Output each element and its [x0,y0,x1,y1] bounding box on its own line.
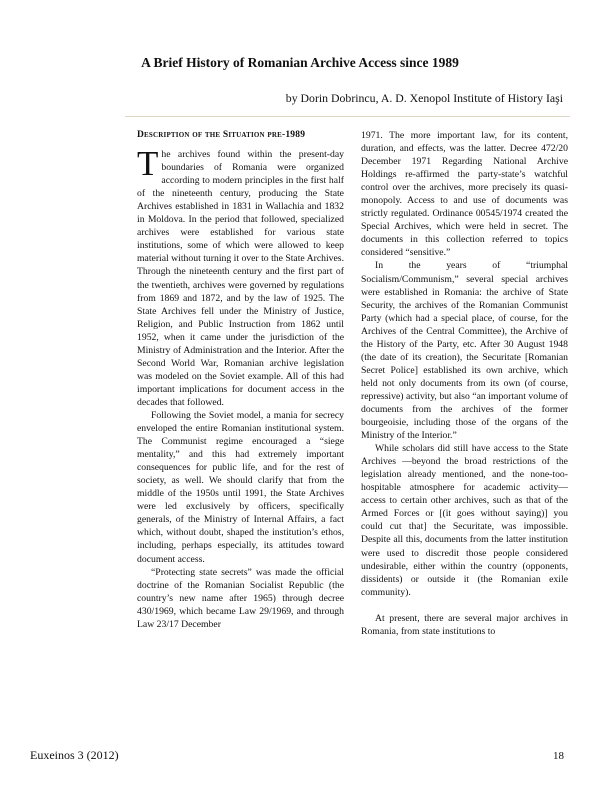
author-byline: by Dorin Dobrincu, A. D. Xenopol Institute of History Iaşi [285,91,563,105]
text-column-left [137,129,344,701]
paragraph-text: he archives found within the present-day boundaries of Romania were organized according to modern principles in the first half of the nineteenth century, producing the State Archives established in 1831 in Wallachia and 1832 in Moldova. In the period that followed, specialized archives were established for various state institutions, some of which were allowed to keep material without turning it over to the State Archives. Through the nineteenth century and the first part of the twentieth, archives were governed by regulations from 1869 and 1872, and by the law of 1925. The State Archives fell under the Ministry of Justice, Religion, and Public Instruction from 1862 until 1952, when it came under the jurisdiction of the Ministry of Administration and the Interior. After the Second World War, Romanian archive legislation was modeled on the Soviet example. All of this had important implications for document access in the decades that followed. [137,149,344,408]
paragraph: 1971. The more important law, for its content, duration, and effects, was the latter. Decree 472/20 December 1971 Regarding National Archive Holdings re-affirmed the party-state’s watchful control over the archives, more precisely its quasi-monopoly. Access to and use of documents was strictly regulated. Ordinance 00545/1974 created the Special Archives, which were held in secret. The documents in this collection referred to topics considered “sensitive.” [361,130,568,259]
paragraph: In the years of “triumphal Socialism/Communism,” several special archives were established in Romania: the archive of State Security, the archives of the Romanian Communist Party (which had a special place, of course, for the Archives of the Central Committee), the Archive of the History of the Party, etc. After 30 August 1948 (the date of its creation), the Securitate [Romanian Secret Police] established its own archive, which held not only documents from its own (of course, repressive) activity, but also “an important volume of documents from the archives of the former bourgeoisie, including those of the organs of the Ministry of the Interior.” [361,260,568,442]
paragraph [137,144,344,409]
header-divider [125,116,570,117]
text-column-right [361,129,568,701]
page-number: 18 [553,750,564,762]
article-title: A Brief History of Romanian Archive Access since 1989 [141,55,459,70]
section-heading: Description of the Situation pre-1989 [137,130,306,140]
journal-footer: Euxeinos 3 (2012) [30,748,119,762]
paragraph: At present, there are several major archives in Romania, from state institutions to [361,612,568,637]
paragraph: While scholars did still have access to the State Archives —beyond the broad restrictions of the legislation already mentioned, and the none-too-hospitable atmosphere for academic activity— access to certain other archives, such as that of the Armed Forces or [(it goes without saying)] you could cut that] the Securitate, was impossible. Despite all this, documents from the latter institution were used to discredit those people considered undesirable, either within the country (opponents, dissidents) or outside it (the Romanian exile community). [361,443,568,598]
paragraph: Following the Soviet model, a mania for secrecy enveloped the entire Romanian institutional system. The Communist regime encouraged a “siege mentality,” and this had extremely important consequences for public life, and for the rest of society, as well. We should clarify that from the middle of the 1950s until 1991, the State Archives were led exclusively by officers, specifically generals, of the Ministry of Internal Affairs, a fact which, without doubt, shaped the institution’s ethos, including, perhaps especially, its attitudes toward document access. [137,409,344,565]
paragraph: “Protecting state secrets” was made the official doctrine of the Romanian Socialist Republic (the country’s new name after 1965) through decree 430/1969, which became Law 29/1969, and through Law 23/17 December [137,566,344,630]
drop-cap: T [137,144,159,184]
